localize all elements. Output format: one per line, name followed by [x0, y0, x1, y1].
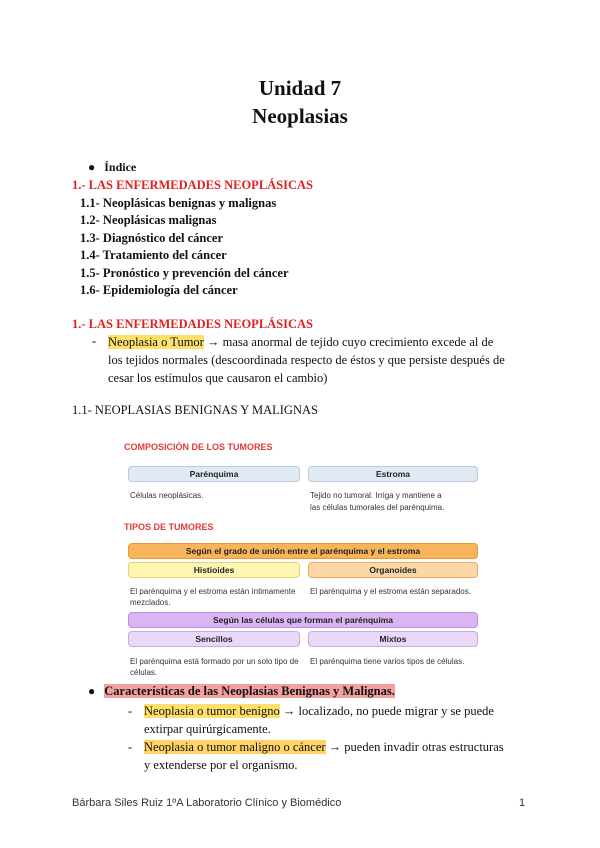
- estroma-box: Estroma: [308, 466, 478, 482]
- unit-subtitle: Neoplasias: [252, 104, 348, 128]
- definition-text: → masa anormal de tejido cuyo crecimiento excede al de: [203, 335, 494, 349]
- characteristics-bullet: [88, 684, 395, 699]
- term-benign: Neoplasia o tumor benigno: [144, 704, 280, 718]
- characteristics-title: Características de las Neoplasias Benignas y Malignas.: [104, 684, 395, 698]
- index-item-1-1: 1.1- Neoplásicas benignas y malignas: [80, 196, 277, 210]
- parenquima-box: Parénquima: [128, 466, 300, 482]
- mixtos-desc: El parénquima tiene varios tipos de células.: [310, 657, 465, 666]
- section-1-heading: 1.- LAS ENFERMEDADES NEOPLÁSICAS: [72, 317, 314, 331]
- section-1-1-heading: 1.1- NEOPLASIAS BENIGNAS Y MALIGNAS: [72, 403, 318, 417]
- index-label: Índice: [104, 160, 137, 174]
- index-item-1-3: 1.3- Diagnóstico del cáncer: [80, 231, 224, 245]
- dash-marker: -: [92, 334, 97, 348]
- malign-line-2: y extenderse por el organismo.: [144, 758, 298, 772]
- composition-title: COMPOSICIÓN DE LOS TUMORES: [124, 442, 273, 452]
- definition-line-2: los tejidos normales (descoordinada respecto de éstos y que persiste después de: [108, 353, 505, 367]
- term-neoplasia: Neoplasia o Tumor: [108, 335, 204, 349]
- types-title: TIPOS DE TUMORES: [124, 522, 214, 532]
- dash-marker: -: [128, 740, 133, 754]
- index-item-1-5: 1.5- Pronóstico y prevención del cáncer: [80, 266, 289, 280]
- estroma-desc-2: las células tumorales del parénquima.: [310, 503, 445, 512]
- index-item-1-6: 1.6- Epidemiología del cáncer: [80, 283, 238, 297]
- organoides-box: Organoides: [308, 562, 478, 578]
- malign-text: → pueden invadir otras estructuras: [325, 740, 504, 754]
- bullet-icon: ●: [88, 160, 96, 174]
- index-item-1-4: 1.4- Tratamiento del cáncer: [80, 248, 227, 262]
- sencillos-desc-2: células.: [130, 668, 158, 677]
- parenquima-desc: Células neoplásicas.: [130, 491, 204, 500]
- cells-header: Según las células que forman el parénquima: [128, 612, 478, 628]
- neoplasia-definition: [108, 333, 528, 387]
- tumor-composition-figure: [118, 435, 488, 685]
- histioides-desc-1: El parénquima y el estroma están íntimamente: [130, 587, 296, 596]
- footer-page-number: 1: [519, 797, 526, 809]
- unit-title: Unidad 7: [258, 76, 342, 100]
- index-item-1-2: 1.2- Neoplásicas malignas: [80, 213, 217, 227]
- footer-author: Bárbara Siles Ruiz 1ºA Laboratorio Clínico y Biomédico: [72, 797, 342, 809]
- index-section-1: 1.- LAS ENFERMEDADES NEOPLÁSICAS: [72, 178, 314, 192]
- benign-line-2: extirpar quirúrgicamente.: [144, 722, 271, 736]
- mixtos-box: Mixtos: [308, 631, 478, 647]
- malign-definition: [144, 738, 529, 774]
- index-bullet: [88, 160, 136, 175]
- histioides-desc-2: mezclados.: [130, 598, 171, 607]
- union-header: Según el grado de unión entre el parénquima y el estroma: [128, 543, 478, 559]
- sencillos-desc-1: El parénquima está formado por un solo tipo de: [130, 657, 299, 666]
- histioides-box: Histioides: [128, 562, 300, 578]
- benign-definition: [144, 702, 529, 738]
- organoides-desc: El parénquima y el estroma están separados.: [310, 587, 471, 596]
- dash-marker: -: [128, 704, 133, 718]
- sencillos-box: Sencillos: [128, 631, 300, 647]
- bullet-icon: ●: [88, 684, 96, 698]
- benign-text: → localizado, no puede migrar y se puede: [279, 704, 494, 718]
- definition-line-3: cesar los estímulos que causaron el cambio): [108, 371, 328, 385]
- estroma-desc-1: Tejido no tumoral. Irriga y mantiene a: [310, 491, 442, 500]
- term-malign: Neoplasia o tumor maligno o cáncer: [144, 740, 326, 754]
